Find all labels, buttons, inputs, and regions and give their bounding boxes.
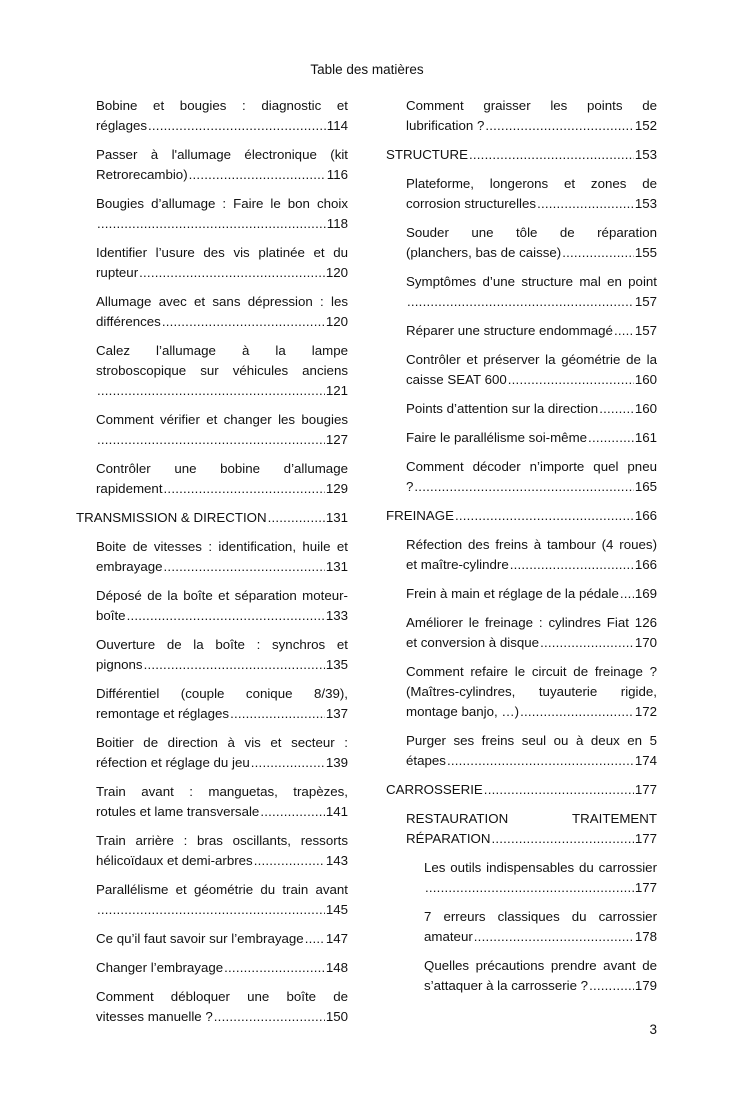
toc-page-number: 160 (634, 372, 657, 387)
toc-entry-leader-line (424, 878, 657, 898)
toc-entry[interactable] (76, 145, 348, 185)
toc-entry-title: montage banjo, …) (406, 704, 520, 719)
dot-leader (144, 655, 325, 675)
toc-entry-leader-line (96, 958, 348, 978)
dot-leader (414, 477, 633, 497)
toc-entry-leader-line (406, 555, 657, 575)
toc-entry-leader-line (406, 292, 657, 312)
toc-page-number: 131 (325, 559, 348, 574)
toc-entry-title: ? (406, 479, 414, 494)
toc-page-number: 170 (634, 635, 657, 650)
toc-entry-title: Comment débloquer une boîte de (96, 989, 348, 1004)
toc-entry[interactable] (386, 584, 657, 604)
toc-right-column (386, 96, 657, 1005)
toc-entry[interactable] (76, 733, 348, 773)
toc-entry[interactable] (76, 96, 348, 136)
toc-entry-title: lubrification ? (406, 118, 485, 133)
toc-entry-title: Comment graisser les points de (406, 98, 657, 113)
toc-entry-leader-line (406, 829, 657, 849)
toc-page-number: 150 (325, 1009, 348, 1024)
toc-entry[interactable] (76, 684, 348, 724)
dot-leader (425, 878, 634, 898)
toc-page-number: 121 (325, 383, 348, 398)
page-title: Table des matières (310, 62, 424, 77)
toc-page-number: 129 (325, 481, 348, 496)
toc-entry-title: rotules et lame transversale (96, 804, 260, 819)
toc-entry-leader-line (96, 1007, 348, 1027)
toc-page-number: 127 (325, 432, 348, 447)
toc-entry-title: Purger ses freins seul ou à deux en 5 (406, 733, 657, 748)
toc-entry-leader-line (424, 927, 657, 947)
dot-leader (508, 370, 634, 390)
toc-entry[interactable] (386, 457, 657, 497)
toc-page-number: 153 (634, 147, 657, 162)
toc-entry-title: remontage et réglages (96, 706, 230, 721)
toc-section-entry[interactable] (76, 508, 348, 528)
toc-page-number: 177 (634, 880, 657, 895)
toc-entry[interactable] (386, 272, 657, 312)
toc-entry-leader-line (96, 851, 348, 871)
toc-page-number: 114 (326, 118, 348, 133)
dot-leader (407, 292, 634, 312)
dot-leader (614, 321, 634, 341)
dot-leader (214, 1007, 325, 1027)
toc-entry-leader-line (406, 477, 657, 497)
toc-page-number: 137 (325, 706, 348, 721)
toc-entry-title: étapes (406, 753, 446, 768)
toc-entry-leader-line (96, 312, 348, 332)
toc-entry-title: boîte (96, 608, 126, 623)
toc-entry-title: FREINAGE (386, 508, 454, 523)
toc-entry-title: différences (96, 314, 161, 329)
toc-entry-title: Symptômes d’une structure mal en point (406, 274, 657, 289)
dot-leader (537, 194, 634, 214)
toc-entry-title: Comment refaire le circuit de freinage ? (406, 664, 657, 679)
toc-entry[interactable] (386, 428, 657, 448)
toc-entry-title: Réparer une structure endommagé (406, 323, 613, 338)
toc-entry[interactable] (76, 929, 348, 949)
toc-page-number: 178 (634, 929, 657, 944)
toc-entry-leader-line (406, 194, 657, 214)
toc-entry[interactable] (76, 782, 348, 822)
dot-leader (162, 312, 325, 332)
toc-entry-title: pignons (96, 657, 143, 672)
toc-entry[interactable] (76, 243, 348, 283)
toc-page-number: 166 (634, 508, 657, 523)
toc-entry[interactable] (76, 987, 348, 1027)
dot-leader (97, 214, 326, 234)
toc-entry-title: embrayage (96, 559, 163, 574)
toc-entry-leader-line (406, 321, 657, 341)
toc-entry-title: Allumage avec et sans dépression : les (96, 294, 348, 309)
toc-entry-title: Faire le parallélisme soi-même (406, 430, 588, 445)
toc-page-number: 147 (325, 931, 348, 946)
toc-entry-title: caisse SEAT 600 (406, 372, 507, 387)
toc-entry-title: Points d’attention sur la direction (406, 401, 599, 416)
toc-page-number: 131 (325, 510, 348, 525)
toc-entry-leader-line (96, 802, 348, 822)
toc-entry-title: réfection et réglage du jeu (96, 755, 250, 770)
toc-entry-title: rapidement (96, 481, 163, 496)
toc-entry[interactable] (76, 880, 348, 920)
toc-entry-title: Quelles précautions prendre avant de (424, 958, 657, 973)
dot-leader (97, 430, 325, 450)
dot-leader (260, 802, 324, 822)
toc-entry[interactable] (386, 399, 657, 419)
toc-entry-title: Train arrière : bras oscillants, ressorts (96, 833, 348, 848)
toc-page-number: 135 (325, 657, 348, 672)
dot-leader (485, 116, 633, 136)
toc-left-column (76, 96, 348, 1036)
toc-entry-leader-line (96, 753, 348, 773)
toc-entry-leader-line (96, 557, 348, 577)
dot-leader (230, 704, 325, 724)
toc-entry-title: CARROSSERIE (386, 782, 483, 797)
toc-page-number: 139 (325, 755, 348, 770)
dot-leader (97, 900, 325, 920)
toc-page-number: 143 (325, 853, 348, 868)
toc-entry[interactable] (76, 459, 348, 499)
dot-leader (189, 165, 326, 185)
toc-entry-leader-line (96, 704, 348, 724)
dot-leader (97, 381, 325, 401)
toc-entry-title: Bougies d’allumage : Faire le bon choix (96, 196, 348, 211)
toc-entry[interactable] (76, 292, 348, 332)
toc-entry-leader-line (96, 929, 348, 949)
toc-entry-leader-line (76, 508, 348, 528)
toc-entry-title: réglages (96, 118, 148, 133)
toc-entry-leader-line (406, 702, 657, 722)
page-number: 3 (649, 1022, 657, 1037)
dot-leader (588, 428, 634, 448)
toc-entry-title: Ce qu’il faut savoir sur l’embrayage (96, 931, 304, 946)
toc-page-number: 120 (325, 314, 348, 329)
toc-entry[interactable] (386, 174, 657, 214)
dot-leader (127, 606, 325, 626)
toc-entry-title: Plateforme, longerons et zones de (406, 176, 657, 191)
dot-leader (540, 633, 634, 653)
dot-leader (520, 702, 634, 722)
toc-page-number: 157 (634, 294, 657, 309)
toc-entry[interactable] (76, 831, 348, 871)
toc-entry-leader-line (96, 430, 348, 450)
toc-entry[interactable] (386, 350, 657, 390)
toc-entry[interactable] (386, 731, 657, 771)
toc-entry-leader-line (406, 751, 657, 771)
toc-entry-title: Passer à l'allumage électronique (kit (96, 147, 348, 162)
toc-entry-leader-line (406, 633, 657, 653)
toc-entry[interactable] (76, 410, 348, 450)
toc-page-number: 133 (325, 608, 348, 623)
dot-leader (510, 555, 634, 575)
toc-entry-title: rupteur (96, 265, 139, 280)
dot-leader (254, 851, 325, 871)
toc-entry-leader-line (96, 165, 348, 185)
toc-entry-leader-line (406, 428, 657, 448)
toc-entry-leader-line (406, 116, 657, 136)
toc-page-number: 161 (634, 430, 657, 445)
dot-leader (224, 958, 325, 978)
toc-entry-leader-line (96, 655, 348, 675)
toc-entry-title: hélicoïdaux et demi-arbres (96, 853, 253, 868)
toc-section-entry[interactable] (386, 780, 657, 800)
toc-entry-title: Identifier l’usure des vis platinée et du (96, 245, 348, 260)
toc-entry-title: RESTAURATION TRAITEMENT (406, 811, 657, 826)
toc-entry[interactable] (386, 321, 657, 341)
toc-page-number: 118 (326, 216, 348, 231)
toc-page-number: 116 (326, 167, 348, 182)
dot-leader (139, 263, 325, 283)
dot-leader (305, 929, 325, 949)
toc-entry-leader-line (424, 976, 657, 996)
toc-page-number: 169 (634, 586, 657, 601)
toc-entry-leader-line (406, 399, 657, 419)
dot-leader (447, 751, 634, 771)
toc-page-number: 141 (325, 804, 348, 819)
toc-entry[interactable] (386, 613, 657, 653)
toc-page-number: 157 (634, 323, 657, 338)
toc-entry-title: Parallélisme et géométrie du train avant (96, 882, 348, 897)
toc-entry-title: amateur (424, 929, 473, 944)
toc-entry-title: RÉPARATION (406, 831, 491, 846)
toc-page-number: 165 (634, 479, 657, 494)
toc-entry-title: Boitier de direction à vis et secteur : (96, 735, 348, 750)
toc-entry-leader-line (96, 263, 348, 283)
toc-entry-title: Souder une tôle de réparation (406, 225, 657, 240)
toc-entry[interactable] (76, 341, 348, 401)
toc-section-entry[interactable] (386, 145, 657, 165)
toc-entry-title: Réfection des freins à tambour (4 roues) (406, 537, 657, 552)
toc-page-number: 172 (634, 704, 657, 719)
toc-entry-leader-line (386, 145, 657, 165)
dot-leader (148, 116, 326, 136)
toc-entry-title: et conversion à disque (406, 635, 540, 650)
toc-entry-leader-line (96, 479, 348, 499)
toc-entry-leader-line (96, 116, 348, 136)
toc-page-number: 152 (634, 118, 657, 133)
toc-entry-leader-line (406, 584, 657, 604)
toc-page-number: 177 (634, 782, 657, 797)
toc-entry[interactable] (386, 662, 657, 722)
dot-leader (251, 753, 325, 773)
toc-entry-title: (Maîtres-cylindres, tuyauterie rigide, (406, 684, 657, 699)
toc-entry-leader-line (96, 381, 348, 401)
toc-page-number: 148 (325, 960, 348, 975)
toc-subsubentry[interactable] (386, 956, 657, 996)
dot-leader (562, 243, 634, 263)
toc-entry-title: Comment vérifier et changer les bougies (96, 412, 348, 427)
toc-entry-title: Frein à main et réglage de la pédale (406, 586, 619, 601)
toc-subsubentry[interactable] (386, 907, 657, 947)
toc-entry-leader-line (96, 606, 348, 626)
toc-page-number: 166 (634, 557, 657, 572)
toc-page-number: 120 (325, 265, 348, 280)
dot-leader (268, 508, 325, 528)
dot-leader (491, 829, 633, 849)
toc-entry-title: s’attaquer à la carrosserie ? (424, 978, 589, 993)
toc-entry-title: Différentiel (couple conique 8/39), (96, 686, 348, 701)
toc-entry-title: Déposé de la boîte et séparation moteur- (96, 588, 348, 603)
toc-entry[interactable] (76, 537, 348, 577)
toc-entry-title: Bobine et bougies : diagnostic et (96, 98, 348, 113)
toc-entry-title: Train avant : manguetas, trapèzes, (96, 784, 348, 799)
toc-page-number: 160 (634, 401, 657, 416)
toc-page-number: 177 (634, 831, 657, 846)
toc-entry-title: Retrorecambio) (96, 167, 188, 182)
dot-leader (469, 145, 634, 165)
dot-leader (484, 780, 634, 800)
toc-entry[interactable] (386, 96, 657, 136)
toc-page-number: 174 (634, 753, 657, 768)
toc-entry[interactable] (76, 586, 348, 626)
toc-entry-leader-line (406, 243, 657, 263)
dot-leader (599, 399, 634, 419)
toc-entry-title: Comment décoder n’importe quel pneu (406, 459, 657, 474)
toc-entry-title: STRUCTURE (386, 147, 468, 162)
toc-entry[interactable] (76, 194, 348, 234)
toc-entry-title: vitesses manuelle ? (96, 1009, 213, 1024)
toc-entry[interactable] (76, 635, 348, 675)
toc-entry-title: Contrôler et préserver la géométrie de la (406, 352, 657, 367)
toc-entry-title: stroboscopique sur véhicules anciens (96, 363, 348, 378)
dot-leader (455, 506, 634, 526)
dot-leader (589, 976, 634, 996)
toc-entry-leader-line (386, 780, 657, 800)
toc-entry-title: corrosion structurelles (406, 196, 537, 211)
toc-entry[interactable] (386, 535, 657, 575)
toc-entry-title: Améliorer le freinage : cylindres Fiat 126 (406, 615, 657, 630)
toc-entry-leader-line (386, 506, 657, 526)
toc-entry[interactable] (386, 809, 657, 849)
toc-entry-title: Ouverture de la boîte : synchros et (96, 637, 348, 652)
toc-entry-title: et maître-cylindre (406, 557, 509, 572)
toc-entry-title: Changer l’embrayage (96, 960, 224, 975)
toc-entry-title: TRANSMISSION & DIRECTION (76, 510, 267, 525)
toc-entry-title: 7 erreurs classiques du carrossier (424, 909, 657, 924)
dot-leader (474, 927, 634, 947)
toc-entry-leader-line (96, 900, 348, 920)
dot-leader (164, 557, 325, 577)
dot-leader (620, 584, 634, 604)
toc-entry-title: Contrôler une bobine d’allumage (96, 461, 348, 476)
toc-section-entry[interactable] (386, 506, 657, 526)
toc-entry-title: (planchers, bas de caisse) (406, 245, 562, 260)
toc-entry-leader-line (406, 370, 657, 390)
toc-page-number: 153 (634, 196, 657, 211)
toc-page-number: 145 (325, 902, 348, 917)
toc-entry[interactable] (386, 223, 657, 263)
toc-page-number: 155 (634, 245, 657, 260)
toc-entry-title: Boite de vitesses : identification, huile et (96, 539, 348, 554)
toc-entry-title: Calez l’allumage à la lampe (96, 343, 348, 358)
dot-leader (164, 479, 325, 499)
toc-subsubentry[interactable] (386, 858, 657, 898)
toc-entry-title: Les outils indispensables du carrossier (424, 860, 657, 875)
toc-page-number: 179 (634, 978, 657, 993)
toc-entry-leader-line (96, 214, 348, 234)
toc-entry[interactable] (76, 958, 348, 978)
